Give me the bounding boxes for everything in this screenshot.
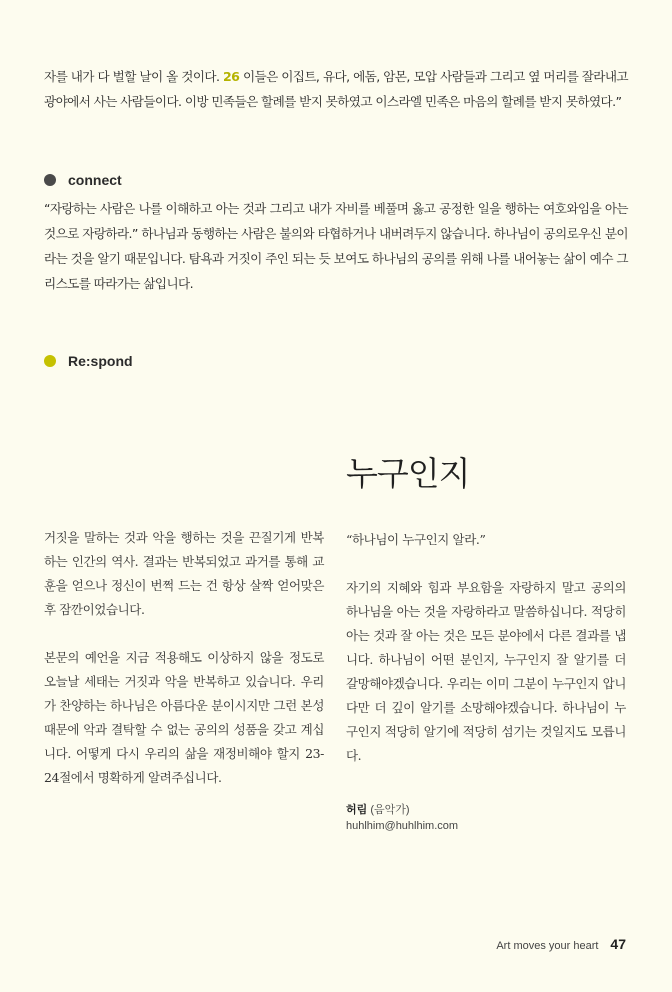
paragraph: 본문의 예언을 지금 적용해도 이상하지 않을 정도로 오늘날 세태는 거짓과 악을 반복하고 있습니다. 우리가 찬양하는 하나님은 아름다운 분이시지만 그런 본성 때문에 악과 결탁할 수 없는 공의의 성품을 갖고 계십니다. 어떻게 다시 우리의 삶을 재정비해야 할지 23-24절에서 명확하게 알려주십니다.	[44, 650, 324, 785]
connect-heading	[44, 172, 122, 188]
paragraph: 거짓을 말하는 것과 악을 행하는 것을 끈질기게 반복하는 인간의 역사. 결과는 반복되었고 과거를 통해 교훈을 얻으나 정신이 번쩍 드는 건 항상 살짝 얻어맞은 후 잠깐이었습니다.	[44, 530, 324, 617]
connect-heading-label: connect	[68, 172, 122, 188]
right-column	[346, 528, 626, 792]
respond-heading-label: Re:spond	[68, 353, 133, 369]
author-name: 허림	[346, 804, 368, 816]
bullet-dot-icon	[44, 174, 56, 186]
author-email: huhlhim@huhlhim.com	[346, 820, 459, 832]
page-footer	[496, 936, 626, 952]
scripture-text-after: 이들은 이집트, 유다, 에돔, 암몬, 모압 사람들과 그리고 옆 머리를 잘라내고 광야에서 사는 사람들이다. 이방 민족들은 할례를 받지 못하였고 이스라엘 민족은 마음의 할례를 받지 못하였다.”	[44, 69, 628, 109]
verse-number: 26	[223, 69, 240, 84]
scripture-text-before: 자를 내가 다 벌할 날이 올 것이다.	[44, 69, 220, 84]
quote-paragraph: “하나님이 누구인지 알라.”	[346, 532, 486, 547]
connect-body: “자랑하는 사람은 나를 이해하고 아는 것과 그리고 내가 자비를 베풀며 옳고 공정한 일을 행하는 여호와임을 아는 것으로 자랑하라.” 하나님과 동행하는 사람은 불의와 타협하거나 내버려두지 않습니다. 하나님이 공의로우신 분이라는 것을 알기 때문입니다. 탐욕과 거짓이 주인 되는 듯 보여도 하나님의 공의를 위해 나를 내어놓는 삶이 예수 그리스도를 따라가는 삶입니다.	[44, 201, 628, 291]
bullet-dot-icon	[44, 355, 56, 367]
left-column	[44, 526, 324, 814]
article-title: 누구인지	[346, 454, 470, 493]
author-role: (음악가)	[370, 804, 410, 816]
footer-tagline: Art moves your heart	[496, 940, 599, 952]
page-number: 47	[610, 936, 626, 952]
paragraph: 자기의 지혜와 힘과 부요함을 자랑하지 말고 공의의 하나님을 아는 것을 자랑하라고 말씀하십니다. 적당히 아는 것과 잘 아는 것은 모든 분야에서 다른 결과를 냅니다. 하나님이 어떤 분인지, 누구인지 잘 알기를 더 갈망해야겠습니다. 우리는 이미 그분이 누구인지 압니다만 더 깊이 알기를 소망해야겠습니다. 하나님이 누구인지 적당히 알기에 적당히 섬기는 것일지도 모릅니다.	[346, 580, 626, 763]
respond-heading	[44, 353, 133, 369]
author-credit	[346, 802, 458, 834]
scripture-passage	[44, 64, 628, 114]
